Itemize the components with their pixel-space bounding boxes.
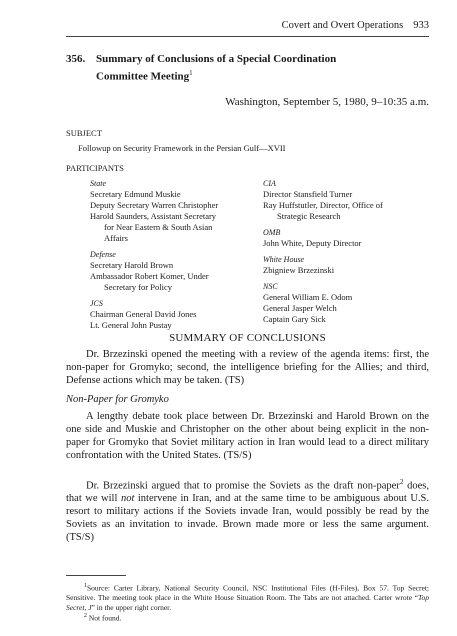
participant-line: Secretary Harold Brown <box>90 260 174 270</box>
participant-line: Lt. General John Pustay <box>90 320 172 330</box>
footnote-ref-1[interactable]: 1 <box>189 69 193 77</box>
running-header <box>282 20 429 31</box>
footnote-1-text-b: ” in the upper right corner. <box>91 602 172 612</box>
dateline: Washington, September 5, 1980, 9–10:35 a.m. <box>225 96 429 108</box>
document-number: 356. <box>66 53 86 65</box>
participants-heading: PARTICIPANTS <box>66 163 124 173</box>
participant-line: General Jasper Welch <box>263 303 337 313</box>
participant-line: General William E. Odom <box>263 292 353 302</box>
paragraph-3-emphasis: not <box>120 493 135 505</box>
participant-line: Zbigniew Brzezinski <box>263 265 335 275</box>
paragraph-2-text: A lengthy debate took place between Dr. Brzezinski and Harold Brown on the one side and Muskie and Christopher on the other about being explicit in the non-paper for Gromyko that Soviet military action in Iran would lead to a direct military confrontation with the United States. (TS/S) <box>66 411 429 461</box>
header-rule <box>66 36 429 37</box>
footnote-2 <box>66 612 429 623</box>
subheading-non-paper: Non-Paper for Gromyko <box>66 394 169 405</box>
participant-line: Secretary for Policy <box>104 282 172 292</box>
participant-group-label: State <box>90 179 106 188</box>
footnote-1 <box>66 582 429 612</box>
participant-group-label: White House <box>263 255 305 264</box>
subject-text: Followup on Security Framework in the Persian Gulf—XVII <box>78 143 286 153</box>
summary-heading: SUMMARY OF CONCLUSIONS <box>169 332 326 344</box>
participant-line: John White, Deputy Director <box>263 238 362 248</box>
participant-group-label: CIA <box>263 179 276 188</box>
participant-line: Director Stansfield Turner <box>263 189 353 199</box>
footnote-1-text-a: Source: Carter Library, National Security Council, NSC Institutional Files (H-Files), Box 57. Top Secret; Sensitive. The meeting took place in the White House Situation Room. The Tabs are not attached. Carter wrote “ <box>66 583 429 602</box>
paragraph-3-text-c: intervene in Iran, and at the same time to be ambiguous about U.S. resort to military actions if the Soviets invade Iran, would possibly be read by the Soviets as an invitation to invade. Brown made more or less the same argument. (TS/S) <box>66 493 430 544</box>
footnote-1-number: 1 <box>84 583 87 589</box>
participant-group-label: NSC <box>263 282 278 291</box>
participant-line: for Near Eastern & South Asian <box>104 222 213 232</box>
participant-line: Strategic Research <box>277 211 341 221</box>
participant-line: Chairman General David Jones <box>90 309 197 319</box>
participant-line: Harold Saunders, Assistant Secretary <box>90 211 217 221</box>
participant-line: Captain Gary Sick <box>263 314 326 324</box>
paragraph-3-text-b: does, that we will <box>66 480 429 505</box>
participant-group-label: Defense <box>90 250 116 259</box>
page-number: 933 <box>413 20 429 31</box>
footnote-ref-2[interactable]: 2 <box>399 478 404 486</box>
document-title <box>66 52 396 84</box>
paragraph-2 <box>66 411 429 463</box>
running-title: Covert and Overt Operations <box>281 20 404 31</box>
paragraph-1-text: Dr. Brzezinski opened the meeting with a review of the agenda items: first, the non-paper for Gromyko; second, the intelligence briefing for the Allies; and third, Defense actions which may be taken. (TS) <box>66 349 429 386</box>
participant-group-label: JCS <box>90 299 103 308</box>
participant-line: Secretary Edmund Muskie <box>90 189 181 199</box>
subject-heading: SUBJECT <box>66 128 102 138</box>
participants-right-column <box>263 178 433 325</box>
participant-line: Ambassador Robert Komer, Under <box>90 271 209 281</box>
participants-left-column <box>90 178 260 331</box>
footnote-2-text: Not found. <box>88 613 122 623</box>
footnotes <box>66 582 429 623</box>
paragraph-3-text-a: Dr. Brzezinski argued that to promise the Soviets as the draft non-paper <box>86 480 400 492</box>
participant-line: Ray Huffstutler, Director, Office of <box>263 200 383 210</box>
footnote-2-number: 2 <box>84 613 87 619</box>
paragraph-3 <box>66 476 429 545</box>
title-line-2: Committee Meeting <box>96 70 190 83</box>
footnote-1-emphasis: Top Secret, J <box>66 593 429 612</box>
title-line-1: Summary of Conclusions of a Special Coordination <box>96 53 337 65</box>
participant-group-label: OMB <box>263 228 281 237</box>
participant-line: Affairs <box>104 233 128 243</box>
footnote-rule <box>66 575 126 576</box>
participant-line: Deputy Secretary Warren Christopher <box>90 200 219 210</box>
paragraph-1 <box>66 349 429 388</box>
